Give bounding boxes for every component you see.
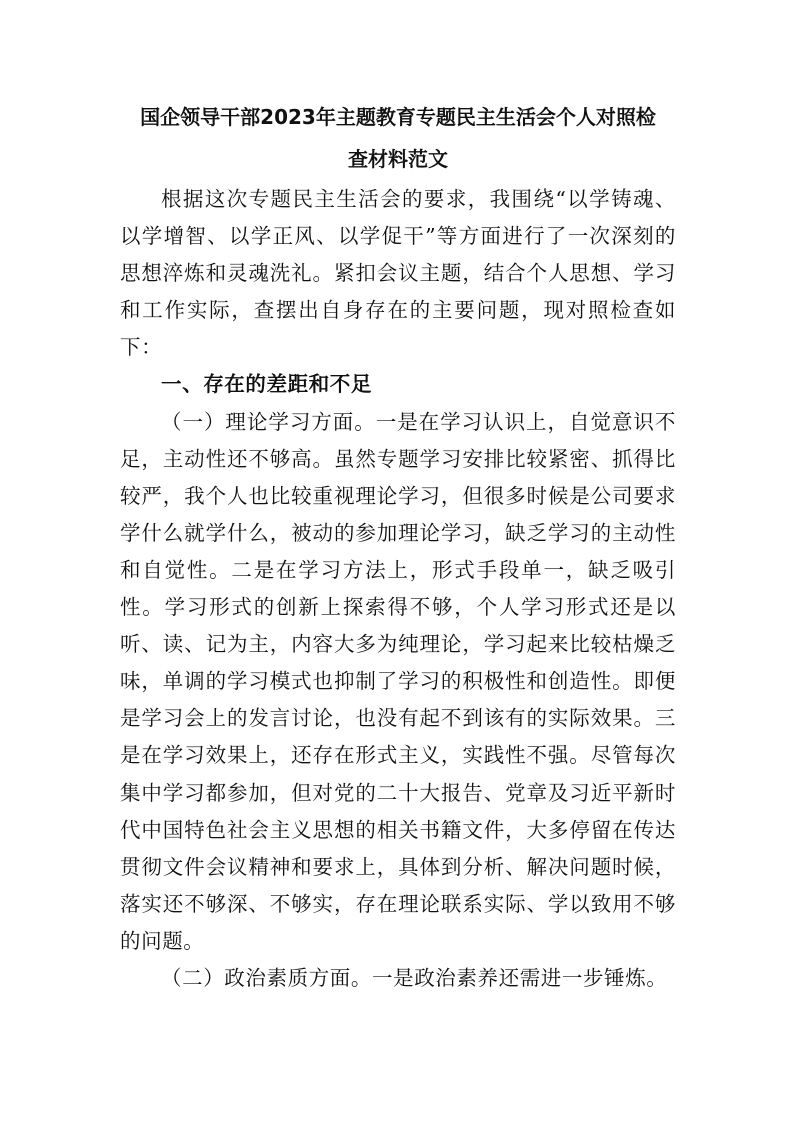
body-paragraph-political-quality: （二）政治素质方面。一是政治素养还需进一步锤炼。 — [161, 965, 668, 990]
document-title-line-1: 国企领导干部2023年主题教育专题民主生活会个人对照检 — [140, 105, 656, 129]
document-title-line-2: 查材料范文 — [348, 147, 448, 171]
section-heading-1: 一、存在的差距和不足 — [161, 372, 372, 397]
body-paragraph-theory-study: （一）理论学习方面。一是在学习认识上，自觉意识不足，主动性还不够高。虽然专题学习安排比较紧密、抓得比较严，我个人也比较重视理论学习，但很多时候是公司要求学什么就学什么，被动的参加理论学习，缺乏学习的主动性和自觉性。二是在学习方法上，形式手段单一，缺乏吸引性。学习形式的创新上探索得不够，个人学习形式还是以听、读、记为主，内容大多为纯理论，学习起来比较枯燥乏味，单调的学习模式也抑制了学习的积极性和创造性。即便是学习会上的发言讨论，也没有起不到该有的实际效果。三是在学习效果上，还存在形式主义，实践性不强。尽管每次集中学习都参加，但对党的二十大报告、党章及习近平新时代中国特色社会主义思想的相关书籍文件，大多停留在传达贯彻文件会议精神和要求上，具体到分析、解决问题时候，落实还不够深、不够实，存在理论联系实际、学以致用不够的问题。 — [120, 409, 676, 953]
document-body — [120, 181, 676, 997]
intro-paragraph: 根据这次专题民主生活会的要求，我围绕“以学铸魂、以学增智、以学正风、以学促干”等方面进行了一次深刻的思想淬炼和灵魂洗礼。紧扣会议主题，结合个人思想、学习和工作实际，查摆出自身存在的主要问题，现对照检查如下： — [120, 187, 676, 360]
